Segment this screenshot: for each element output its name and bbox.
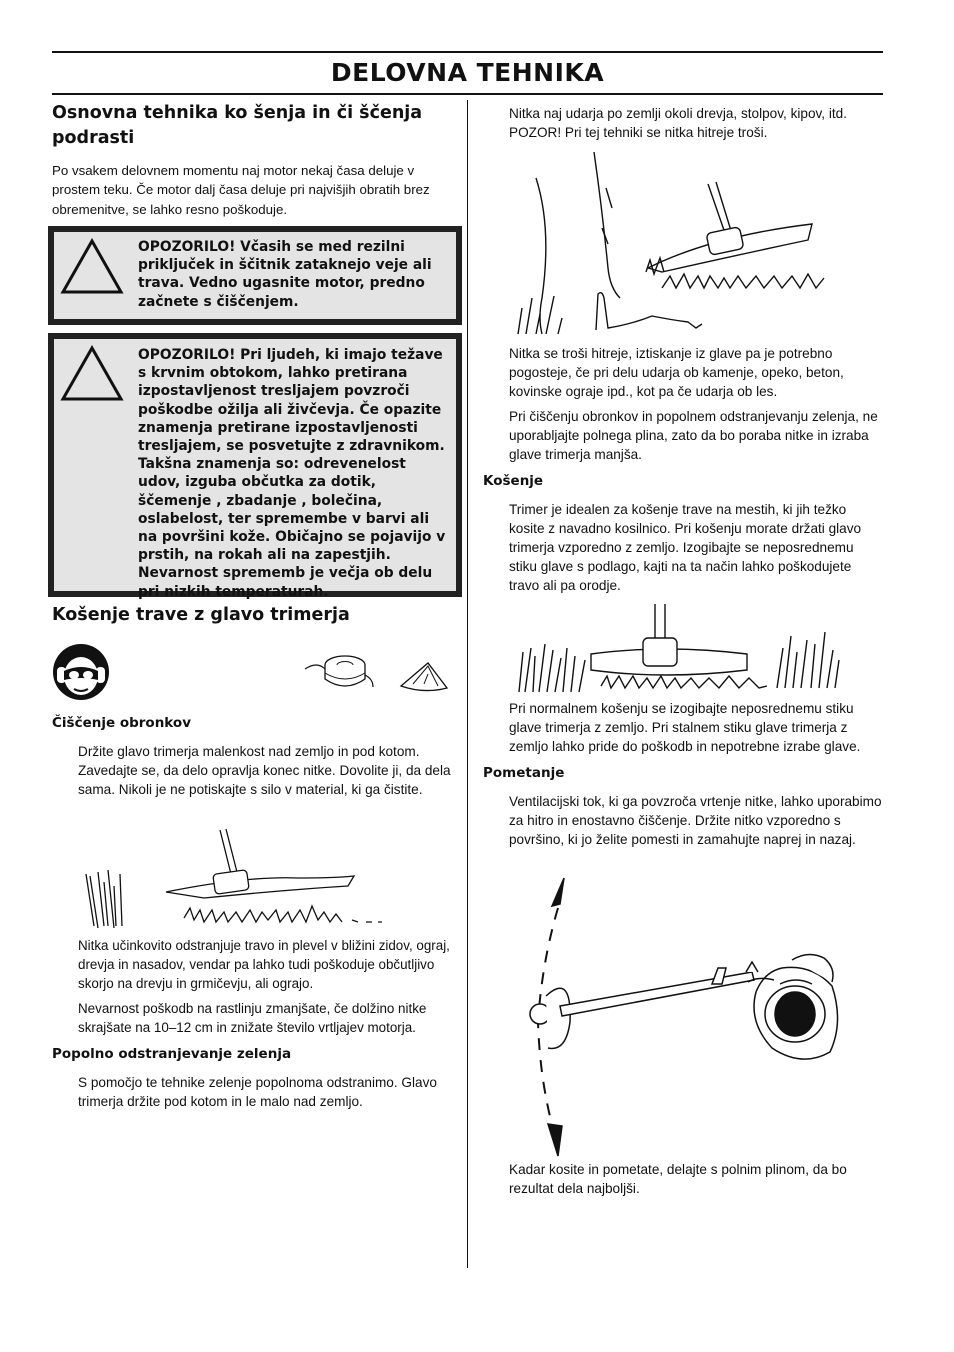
full-clearing-text: S pomočjo te tehnike zelenje popolnoma odstranimo. Glavo trimerja držite pod kotom in le malo nad zemljo. [78, 1075, 437, 1109]
hearing-eye-protection-icon [52, 643, 110, 701]
top-rule [52, 51, 883, 53]
subsection-full-clearing: Popolno odstranjevanje zelenja [52, 1046, 292, 1062]
trimmer-head-icon [303, 651, 375, 697]
mowing-illustration [515, 600, 843, 694]
warning-text-2: OPOZORILO! Pri ljudeh, ki imajo težave s krvnim obtokom, lahko pretirana izpostavljenost tresljajem povzroči poškodbe ožilja ali živčevja. Če opazite znamenja pretirane izpostavljenosti tresljajem, se posvetujte z zdravnikom. Takšna znamenja so: odrevenelost udov, izguba občutka za dotik, ščemenje , zbadanje , bolečina, oslabelost, ter spremembe v barvi ali na površini kože. Običajno se pojavijo v prstih, na rokah ali na zapestjih. Nevarnost sprememb je večja ob delu pri nizkih temperaturah. [138, 347, 446, 600]
sweeping-text: Ventilacijski tok, ki ga povzroča vrtenje nitke, lahko uporabimo za hitro in enostavno čiščenje. Držite nitko vzporedno s površino, ki jo želite pomesti in zamahujte naprej in nazaj. [509, 794, 882, 847]
throttle-note-text: Pri čiščenju obronkov in popolnem odstranjevanju zelenja, ne uporabljajte polnega plina, zato da bo poraba nitke in izraba glave trimerja manjša. [509, 409, 878, 462]
warning-triangle-icon [60, 238, 124, 296]
subsection-mowing: Košenje [483, 473, 544, 489]
tree-trimming-illustration [512, 148, 832, 338]
line-wear-text: Nitka se troši hitreje, iztiskanje iz glave pa je potrebno pogosteje, če pri delu udarja ob kamenje, opeko, beton, kovinske ograje ipd., kot pa če udarja ob les. [509, 346, 844, 399]
page-title: DELOVNA TEHNIKA [330, 58, 605, 87]
normal-mowing-text: Pri normalnem košenju se izogibajte neposrednemu stiku glave trimerja z zemljo. Pri stalnem stiku glave trimerja z zemljo lahko pride do poškodb in nepotrebne izrabe glave. [509, 701, 861, 754]
subsection-sweeping: Pometanje [483, 765, 565, 781]
tree-trimming-text: Nitka naj udarja po zemlji okoli drevja, stolpov, kipov, itd. POZOR! Pri tej tehniki se nitka hitreje troši. [509, 106, 847, 140]
section-title-trimmer-head: Košenje trave z glavo trimerja [52, 605, 350, 625]
full-throttle-text: Kadar kosite in pometate, delajte s polnim plinom, da bo rezultat dela najboljši. [509, 1162, 847, 1196]
mowing-text: Trimer je idealen za košenje trave na mestih, ki jih težko kosite z navadno kosilnico. Pri košenju morate držati glavo trimerja vzporedno z zemljo. Izogibajte se neposrednemu stiku glave s podlago, kajti na ta način lahko poškodujete travo ali pa orodje. [509, 502, 862, 593]
warning-box-2 [48, 333, 462, 600]
title-underline [52, 93, 883, 95]
section-title-basic-technique: Osnovna tehnika ko šenja in či ščenja podrasti [52, 103, 423, 148]
column-divider [467, 100, 468, 1268]
warning-text-1: OPOZORILO! Včasih se med rezilni priključek in ščitnik zataknejo veje ali trava. Vedno ugasnite motor, predno začnete s čiščenjem. [138, 239, 432, 310]
sweeping-illustration [512, 872, 844, 1160]
plant-damage-text: Nevarnost poškodb na rastlinju zmanjšate, če dolžino nitke skrajšate na 10–12 cm in znižate število vrtljajev motorja. [78, 1001, 427, 1035]
warning-box-1 [48, 226, 462, 325]
intro-paragraph: Po vsakem delovnem momentu naj motor nekaj časa deluje v prostem teku. Če motor dalj časa deluje pri najvišjih obratih brez obremenitve, se lahko resno poškoduje. [52, 163, 430, 217]
subsection-edge-trimming: Čiščenje obronkov [52, 715, 191, 731]
edge-trimming-text: Držite glavo trimerja malenkost nad zemljo in pod kotom. Zavedajte se, da delo opravlja konec nitke. Dovolite ji, da dela sama. Nikoli je ne potiskajte s silo v material, ki ga čistite. [78, 744, 451, 797]
trimmer-guard-icon [398, 660, 450, 694]
warning-triangle-icon [60, 345, 124, 403]
trimming-note-text: Nitka učinkovito odstranjuje travo in plevel v bližini zidov, ograj, drevja in nasadov, vendar pa lahko tudi poškoduje občutljivo skorjo na drevju in grmičevju, ali ograjo. [78, 938, 450, 991]
edge-trimming-illustration [84, 826, 388, 932]
